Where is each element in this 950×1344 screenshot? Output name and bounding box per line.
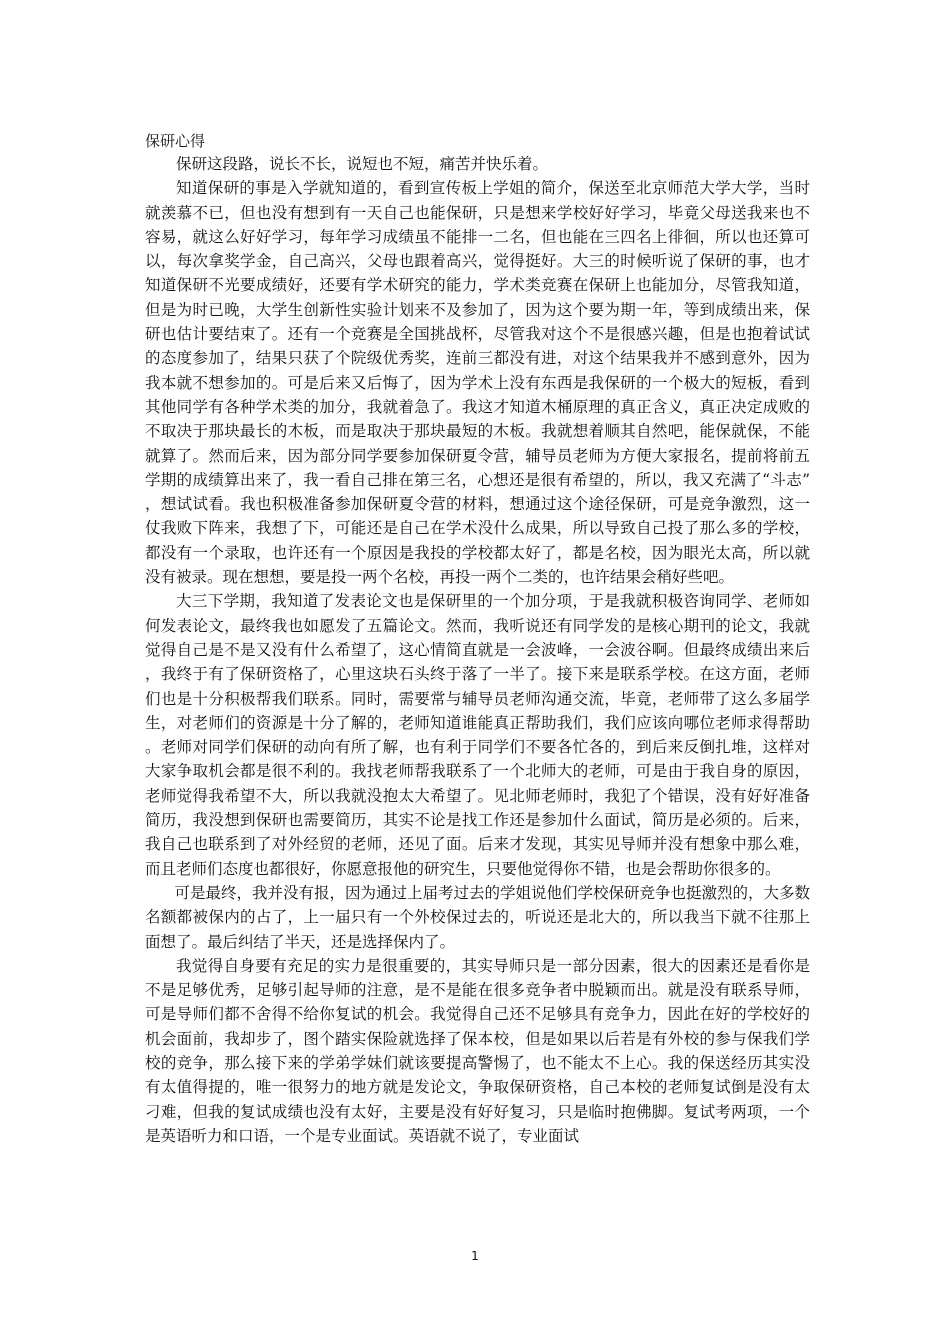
paragraph-papers-and-contact: 大三下学期，我知道了发表论文也是保研里的一个加分项，于是我就积极咨询同学、老师如何发表论文，最终我也如愿发了五篇论文。然而，我听说还有同学发的是核心期刊的论文，我就觉得自己是不是又没有什么希望了，这心情简直就是一会波峰，一会波谷啊。但最终成绩出来后，我终于有了保研资格了，心里这块石头终于落了一半了。接下来是联系学校。在这方面，老师们也是十分积极帮我们联系。同时，需要常与辅导员老师沟通交流，毕竟，老师带了这么多届学生，对老师们的资源是十分了解的，老师知道谁能真正帮助我们，我们应该向哪位老师求得帮助。老师对同学们保研的动向有所了解，也有利于同学们不要各忙各的，到后来反倒扎堆，这样对大家争取机会都是很不利的。我找老师帮我联系了一个北师大的老师，可是由于我自身的原因，老师觉得我希望不大，所以我就没抱太大希望了。见北师老师时，我犯了个错误，没有好好准备简历，我没想到保研也需要简历，其实不论是找工作还是参加什么面试，简历是必须的。后来，我自己也联系到了对外经贸的老师，还见了面。后来才发现，其实见导师并没有想象中那么难，而且老师们态度也都很好，你愿意报他的研究生，只要他觉得你不错，也是会帮助你很多的。 (145, 592, 810, 878)
paragraph-decision: 可是最终，我并没有报，因为通过上届考过去的学姐说他们学校保研竞争也挺激烈的，大多数名额都被保内的占了，上一届只有一个外校保过去的，听说还是北大的，所以我当下就不往那上面想了。最后纠结了半天，还是选择保内了。 (145, 883, 810, 951)
paragraph-intro: 保研这段路，说长不长，说短也不短，痛苦并快乐着。 (176, 155, 549, 173)
document-title: 保研心得 (145, 132, 206, 150)
paragraph-reflection: 我觉得自身要有充足的实力是很重要的，其实导师只是一部分因素，很大的因素还是看你是不是足够优秀，足够引起导师的注意，是不是能在很多竞争者中脱颖而出。就是没有联系导师，可是导师们都不舍得不给你复试的机会。我觉得自己还不足够具有竞争力，因此在好的学校好的机会面前，我却步了，图个踏实保险就选择了保本校，但是如果以后若是有外校的参与保我们学校的竞争，那么接下来的学弟学妹们就该要提高警惕了，也不能太不上心。我的保送经历其实没有太值得提的，唯一很努力的地方就是发论文，争取保研资格，自己本校的老师复试倒是没有太刁难，但我的复试成绩也没有太好，主要是没有好好复习，只是临时抱佛脚。复试考两项，一个是英语听力和口语，一个是专业面试。英语就不说了，专业面试 (145, 956, 810, 1145)
paragraph-background: 知道保研的事是入学就知道的，看到宣传板上学姐的简介，保送至北京师范大学大学，当时就羡慕不已，但也没有想到有一天自己也能保研，只是想来学校好好学习，毕竟父母送我来也不容易，就这么好好学习，每年学习成绩虽不能排一二名，但也能在三四名上徘徊，所以也还算可以，每次拿奖学金，自己高兴，父母也跟着高兴，觉得挺好。大三的时候听说了保研的事，也才知道保研不光要成绩好，还要有学术研究的能力，学术类竞赛在保研上也能加分，尽管我知道，但是为时已晚，大学生创新性实验计划来不及参加了，因为这个要为期一年，等到成绩出来，保研也估计要结束了。还有一个竞赛是全国挑战杯，尽管我对这个不是很感兴趣，但是也抱着试试的态度参加了，结果只获了个院级优秀奖，连前三都没有进，对这个结果我并不感到意外，因为我本就不想参加的。可是后来又后悔了，因为学术上没有东西是我保研的一个极大的短板，看到其他同学有各种学术类的加分，我就着急了。我这才知道木桶原理的真正含义，真正决定成败的不取决于那块最长的木板，而是取决于那块最短的木板。我就想着顺其自然吧，能保就保，不能就算了。然而后来，因为部分同学要参加保研夏令营，辅导员老师为方便大家报名，提前将前五学期的成绩算出来了，我一看自己排在第三名，心想还是很有希望的，所以，我又充满了“斗志”，想试试看。我也积极准备参加保研夏令营的材料，想通过这个途径保研，可是竞争激烈，这一仗我败下阵来，我想了下，可能还是自己在学术没什么成果，所以导致自己投了那么多的学校，都没有一个录取，也许还有一个原因是我投的学校都太好了，都是名校，因为眼光太高，所以就没有被录。现在想想，要是投一两个名校，再投一两个二类的，也许结果会稍好些吧。 (145, 179, 810, 587)
page-number: 1 (471, 1249, 479, 1263)
document-body (145, 152, 810, 1148)
